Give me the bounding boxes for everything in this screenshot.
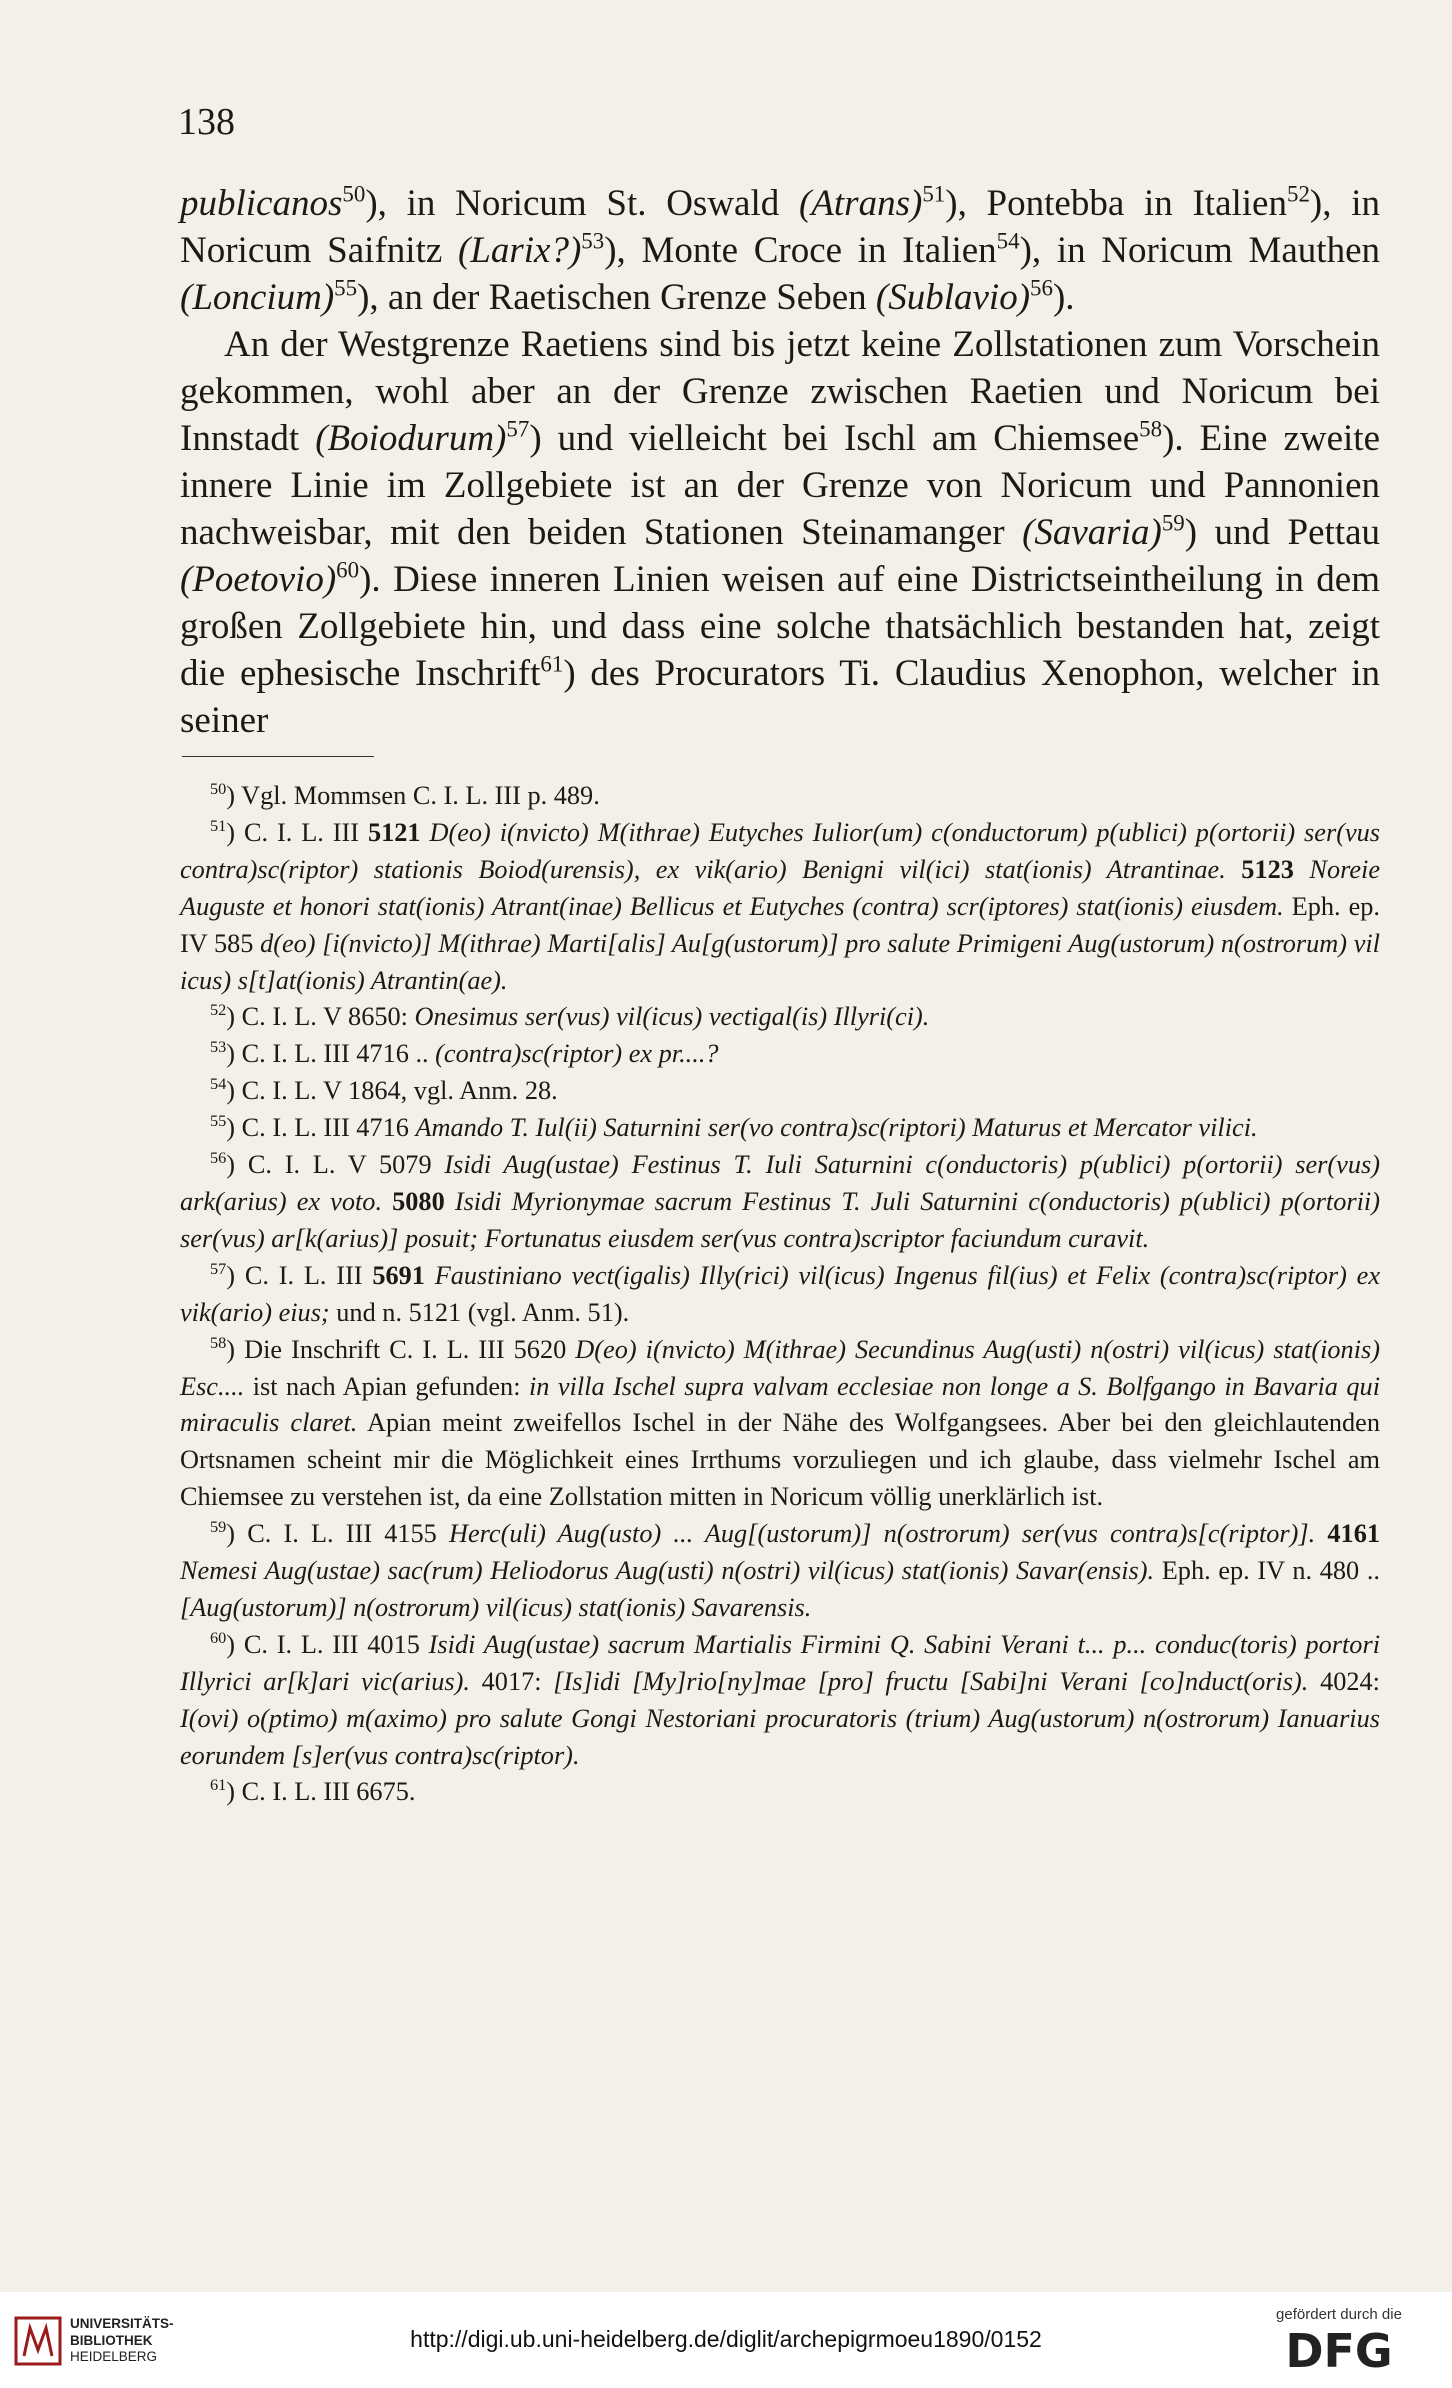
footnote: $^{59}$) C. I. L. III 4155 Herc(uli) Aug(usto) ... Aug[(ustorum)] n(ostrorum) ser(vus contra)s[c(riptor)]. 4161 Nemesi Aug(ustae) sac(rum) Heliodorus Aug(usti) n(ostri) vil(icus) stat(ionis) Savar(ensis). Eph. ep. IV n. 480 .. [Aug(ustorum)] n(ostrorum) vil(icus) stat(ionis) Savarensis. [180,1517,1380,1622]
viewer-footer [0,2292,1452,2388]
footnote: $^{51}$) C. I. L. III 5121 D(eo) i(nvicto) M(ithrae) Eutyches Iulior(um) c(onductorum) p(ublici) p(ortorii) ser(vus contra)sc(riptor) stationis Boiod(urensis), ex vik(ario) Benigni vil(ici) stat(ionis) Atrantinae. 5123 Noreie Auguste et honori stat(ionis) Atrant(inae) Bellicus et Eutyches (contra) scr(iptores) stat(ionis) eiusdem. Eph. ep. IV 585 d(eo) [i(nvicto)] M(ithrae) Marti[alis] Au[g(ustorum)] pro salute Primigeni Aug(ustorum) n(ostrorum) vil icus) s[t]at(ionis) Atrantin(ae). [180,816,1381,995]
footnotes [180,778,1380,1811]
page-number: 138 [178,101,235,143]
footnote: $^{61}$) C. I. L. III 6675. [210,1775,416,1807]
footnote: $^{54}$) C. I. L. V 1864, vgl. Anm. 28. [210,1074,558,1106]
footnote: $^{58}$) Die Inschrift C. I. L. III 5620 D(eo) i(nvicto) M(ithrae) Secundinus Aug(usti) n(ostri) vil(icus) stat(ionis) Esc.... ist nach Apian gefunden: in villa Ischel supra valvam ecclesiae non longe a S. Bolfgango in Bavaria qui miraculis claret. Apian meint zweifellos Ischel in der Nähe des Wolfgangsees. Aber bei den gleichlautenden Ortsnamen scheint mir die Möglichkeit eines Irrthums vorzuliegen und ich glaube, dass vielmehr Ischel am Chiemsee zu verstehen ist, da eine Zollstation mitten in Noricum völlig unerklärlich ist. [180,1332,1381,1512]
page-url-link[interactable]: http://digi.ub.uni-heidelberg.de/diglit/archepigrmoeu1890/0152 [410,2326,1042,2352]
footnote: $^{60}$) C. I. L. III 4015 Isidi Aug(ustae) sacrum Martialis Firmini Q. Sabini Verani t... p... conduc(toris) portori Illyrici ar[k]ari vic(arius). 4017: [Is]idi [My]rio[ny]mae [pro] fructu [Sabi]ni Verani [co]nduct(oris). 4024: I(ovi) o(ptimo) m(aximo) pro salute Gongi Nestoriani procuratoris (trium) Aug(ustorum) n(ostrorum) Ianuarius eorundem [s]er(vus contra)sc(riptor). [180,1628,1380,1770]
library-name-line: UNIVERSITÄTS- [70,2316,174,2331]
paragraph: An der Westgrenze Raetiens sind bis jetzt keine Zollstationen zum Vorschein gekommen, wohl aber an der Grenze zwischen Raetien und Noricum bei Innstadt (Boiodurum)$^{57}$) und vielleicht bei Ischl am Chiemsee$^{58}$). Eine zweite innere Linie im Zollgebiete ist an der Grenze von Noricum und Pannonien nachweisbar, mit den beiden Stationen Steinamanger (Savaria)$^{59}$) und Pettau (Poetovio)$^{60}$). Diese inneren Linien weisen auf eine Districtseintheilung in dem großen Zollgebiete hin, und dass eine solche thatsächlich bestanden hat, zeigt die ephesische Inschrift$^{61}$) des Procurators Ti. Claudius Xenophon, welcher in seiner [180,324,1381,741]
footnote-divider [182,756,374,757]
footnote: $^{56}$) C. I. L. V 5079 Isidi Aug(ustae) Festinus T. Iuli Saturnini c(onductoris) p(ublici) p(ortorii) ser(vus) ark(arius) ex voto. 5080 Isidi Myrionymae sacrum Festinus T. Juli Saturnini c(onductoris) p(ublici) p(ortorii) ser(vus) ar[k(arius)] posuit; Fortunatus eiusdem ser(vus contra)scriptor faciundum curavit. [180,1148,1380,1253]
footnote: $^{55}$) C. I. L. III 4716 Amando T. Iul(ii) Saturnini ser(vo contra)sc(riptori) Maturus et Mercator vilici. [210,1111,1258,1143]
footnote: $^{50}$) Vgl. Mommsen C. I. L. III p. 489. [210,779,600,810]
dfg-logo[interactable] [1244,2306,1434,2382]
funding-note: gefördert durch die [1276,2306,1402,2323]
footnote: $^{52}$) C. I. L. V 8650: Onesimus ser(vus) vil(icus) vectigal(is) Illyri(ci). [210,1000,930,1032]
library-name-line: HEIDELBERG [70,2349,158,2364]
paragraph: publicanos$^{50}$), in Noricum St. Oswald (Atrans)$^{51}$), Pontebba in Italien$^{52}$), in Noricum Saifnitz (Larix?)$^{53}$), Monte Croce in Italien$^{54}$), in Noricum Mauthen (Loncium)$^{55}$), an der Raetischen Grenze Seben (Sublavio)$^{56}$). [180,181,1380,318]
library-name-line: BIBLIOTHEK [70,2332,153,2348]
dfg-logo-icon [1259,2327,1419,2373]
footnote: $^{57}$) C. I. L. III 5691 Faustiniano vect(igalis) Illy(rici) vil(icus) Ingenus fil(ius) et Felix (contra)sc(riptor) ex vik(ario) eius; und n. 5121 (vgl. Anm. 51). [180,1259,1380,1327]
footnote: $^{53}$) C. I. L. III 4716 .. (contra)sc(riptor) ex pr....? [210,1037,719,1069]
main-text [180,180,1380,744]
svg-text:DFG: DFG [1285,2327,1393,2373]
